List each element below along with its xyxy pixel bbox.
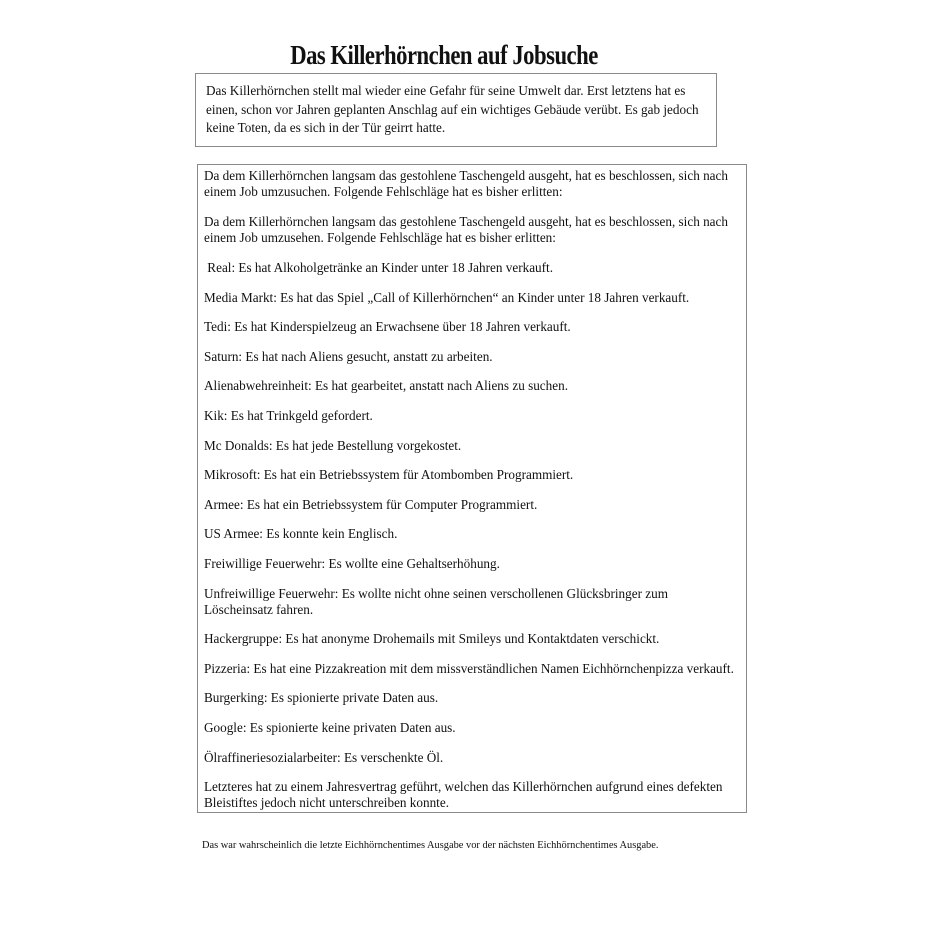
lead-paragraph: Da dem Killerhörnchen langsam das gestohlene Taschengeld ausgeht, hat es beschlossen, sich nach einem Job umzusuchen. Folgende Fehlschläge hat es bisher erlitten: — [204, 168, 728, 199]
job-failure-list — [204, 260, 740, 766]
list-item: Google: Es spionierte keine privaten Daten aus. — [204, 719, 456, 735]
list-item: Armee: Es hat ein Betriebssystem für Computer Programmiert. — [204, 496, 538, 512]
intro-text: Das Killerhörnchen stellt mal wieder eine Gefahr für seine Umwelt dar. Erst letztens hat es einen, schon vor Jahren geplanten Anschlag auf ein wichtiges Gebäude verübt. Es gab jedoch keine Toten, da es sich in der Tür geirrt hatte. — [206, 83, 699, 136]
footer-note: Das war wahrscheinlich die letzte Eichhörnchentimes Ausgabe vor der nächsten Eichhörnchentimes Ausgabe. — [202, 840, 659, 852]
list-item: Alienabwehreinheit: Es hat gearbeitet, anstatt nach Aliens zu suchen. — [204, 378, 568, 394]
list-item: Kik: Es hat Trinkgeld gefordert. — [204, 407, 373, 423]
list-item: Saturn: Es hat nach Aliens gesucht, anstatt zu arbeiten. — [204, 348, 493, 364]
list-item: Burgerking: Es spionierte private Daten aus. — [204, 690, 439, 706]
closing-paragraph: Letzteres hat zu einem Jahresvertrag geführt, welchen das Killerhörnchen aufgrund eines defekten Bleistiftes jedoch nicht unterschreiben konnte. — [204, 779, 723, 811]
list-item: Tedi: Es hat Kinderspielzeug an Erwachsene über 18 Jahren verkauft. — [204, 319, 571, 335]
list-item: Unfreiwillige Feuerwehr: Es wollte nicht ohne seinen verschollenen Glücksbringer zum Löscheinsatz fahren. — [204, 585, 668, 617]
list-item: Real: Es hat Alkoholgetränke an Kinder unter 18 Jahren verkauft. — [204, 260, 553, 275]
article-title: Das Killerhörnchen auf Jobsuche — [290, 40, 598, 71]
list-item: Ölraffineriesozialarbeiter: Es verschenkte Öl. — [204, 749, 444, 765]
intro-box — [195, 73, 717, 147]
list-item: US Armee: Es konnte kein Englisch. — [204, 526, 398, 542]
list-item: Mc Donalds: Es hat jede Bestellung vorgekostet. — [204, 437, 462, 453]
lead-paragraph-repeat: Da dem Killerhörnchen langsam das gestohlene Taschengeld ausgeht, hat es beschlossen, sich nach einem Job umzusehen. Folgende Fehlschläge hat es bisher erlitten: — [204, 214, 728, 245]
list-item: Mikrosoft: Es hat ein Betriebssystem für Atombomben Programmiert. — [204, 467, 574, 483]
list-item: Media Markt: Es hat das Spiel „Call of Killerhörnchen“ an Kinder unter 18 Jahren verkauft. — [204, 289, 690, 305]
list-item: Pizzeria: Es hat eine Pizzakreation mit dem missverständlichen Namen Eichhörnchenpizza verkauft. — [204, 660, 734, 676]
list-item: Hackergruppe: Es hat anonyme Drohemails mit Smileys und Kontaktdaten verschickt. — [204, 631, 660, 647]
list-item: Freiwillige Feuerwehr: Es wollte eine Gehaltserhöhung. — [204, 555, 500, 571]
job-search-box — [197, 164, 747, 813]
